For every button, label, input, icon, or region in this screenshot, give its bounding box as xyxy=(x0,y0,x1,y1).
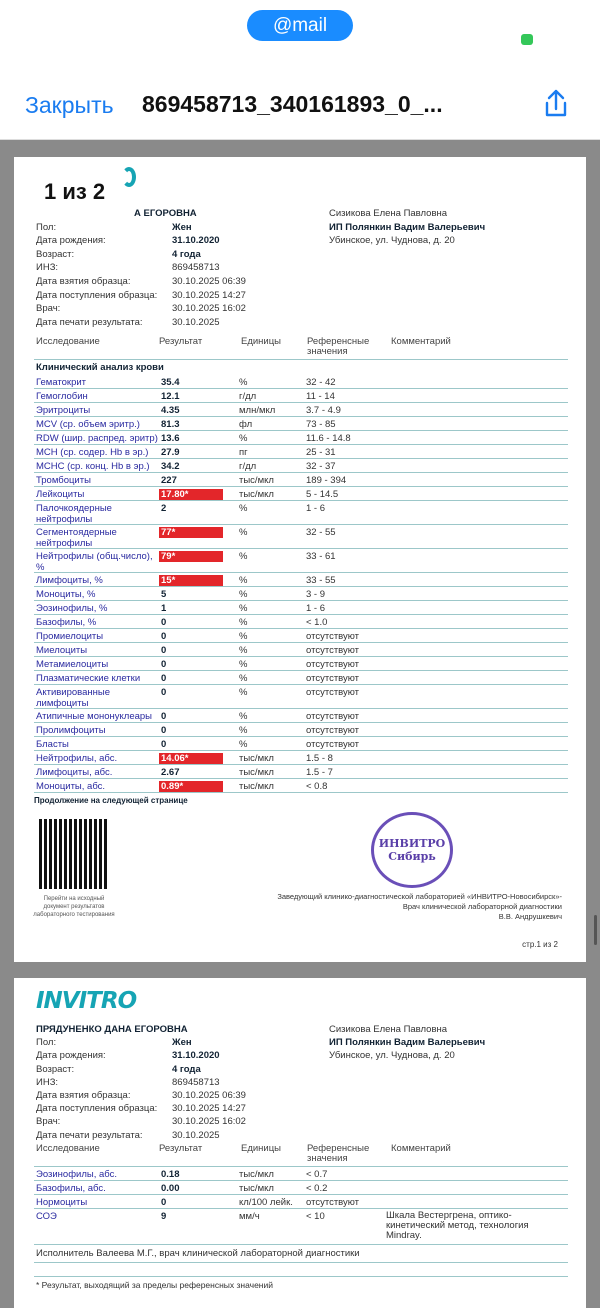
reference-range: 11.6 - 14.8 xyxy=(306,433,351,444)
units: фл xyxy=(239,419,253,430)
file-title: 869458713_340161893_0_... xyxy=(142,91,443,117)
field-label: ИНЗ: xyxy=(36,1076,59,1088)
table-header: Единицы xyxy=(241,1143,282,1154)
result-value: 0 xyxy=(161,645,167,656)
reference-range: < 0.7 xyxy=(306,1169,328,1180)
table-row xyxy=(34,779,568,793)
field-label: Пол: xyxy=(36,1037,57,1049)
reference-range: 73 - 85 xyxy=(306,419,336,430)
result-value: 13.6 xyxy=(161,433,180,444)
field-value: 30.10.2025 06:39 xyxy=(172,1090,246,1101)
table-header: Комментарий xyxy=(391,1143,451,1154)
field-label: Дата печати результата: xyxy=(36,316,143,328)
result-value: 0.18 xyxy=(161,1169,180,1180)
units: млн/мкл xyxy=(239,405,276,416)
result-value: 2.67 xyxy=(161,767,180,778)
result-value: 0 xyxy=(161,659,167,670)
field-label: Дата печати результата: xyxy=(36,1129,143,1141)
units: г/дл xyxy=(239,391,257,402)
test-name: Эозинофилы, % xyxy=(36,603,108,614)
signature-line: Врач клинической лабораторной диагностики xyxy=(402,902,562,911)
footnote: * Результат, выходящий за пределы референсных значений xyxy=(36,1280,273,1290)
field-value: Жен xyxy=(172,1037,192,1049)
field-value: 30.10.2025 14:27 xyxy=(172,1103,246,1115)
mail-app-badge[interactable]: @mail xyxy=(247,10,353,41)
qr-code[interactable] xyxy=(39,819,109,889)
test-name: Эритроциты xyxy=(36,405,91,416)
test-name: Миелоциты xyxy=(36,645,88,656)
units: % xyxy=(239,575,248,586)
divider xyxy=(34,1262,568,1263)
table-row xyxy=(34,657,568,671)
test-name: Плазматические клетки xyxy=(36,673,141,684)
field-label: Дата поступления образца: xyxy=(36,1103,158,1115)
table-row xyxy=(34,487,568,501)
reference-range: 11 - 14 xyxy=(306,391,335,402)
table-row xyxy=(34,525,568,549)
table-header: Исследование xyxy=(36,1143,100,1154)
field-label: Дата рождения: xyxy=(36,235,106,247)
result-value: 5 xyxy=(161,589,167,600)
table-header: Референсные значения xyxy=(307,336,370,357)
clinic-name: ИП Полянкин Вадим Валерьевич xyxy=(329,1037,486,1049)
test-name: Нормоциты xyxy=(36,1197,88,1208)
units: % xyxy=(239,551,248,562)
table-row xyxy=(34,685,568,709)
units: % xyxy=(239,589,248,600)
reference-range: < 0.2 xyxy=(306,1183,328,1194)
result-value: 4.35 xyxy=(161,405,180,416)
result-value: 12.1 xyxy=(161,391,180,402)
table-row xyxy=(34,643,568,657)
units: тыс/мкл xyxy=(239,489,274,500)
field-value: 30.10.2025 xyxy=(172,1129,220,1141)
result-value: 2 xyxy=(161,503,167,514)
test-name: Лимфоциты, % xyxy=(36,575,103,586)
reference-range: 32 - 37 xyxy=(306,461,336,472)
test-name: Палочкоядерные нейтрофилы xyxy=(36,503,112,525)
table-row xyxy=(34,629,568,643)
test-name: Промиелоциты xyxy=(36,631,104,642)
result-value: 0 xyxy=(161,711,167,722)
page-counter: 1 из 2 xyxy=(44,179,113,205)
field-label: Дата поступления образца: xyxy=(36,289,158,301)
units: тыс/мкл xyxy=(239,1183,274,1194)
clinic-address: Убинское, ул. Чуднова, д. 20 xyxy=(329,235,455,247)
table-row xyxy=(34,473,568,487)
divider xyxy=(34,1276,568,1277)
field-value: 4 года xyxy=(172,1063,201,1075)
test-name: Моноциты, абс. xyxy=(36,781,106,792)
table-row xyxy=(34,417,568,431)
reference-range: 5 - 14.5 xyxy=(306,489,339,500)
field-label: Врач: xyxy=(36,303,61,315)
test-name: Моноциты, % xyxy=(36,589,96,600)
result-value: 0 xyxy=(161,1197,167,1208)
table-row xyxy=(34,751,568,765)
units: тыс/мкл xyxy=(239,753,274,764)
reference-range: 1 - 6 xyxy=(306,503,326,514)
result-value: 0 xyxy=(161,739,167,750)
table-row xyxy=(34,573,568,587)
table-row xyxy=(34,403,568,417)
result-value: 14.06* xyxy=(159,753,223,764)
units: пг xyxy=(239,447,248,458)
result-value: 9 xyxy=(161,1211,167,1222)
table-row xyxy=(34,1195,568,1209)
result-value: 0 xyxy=(161,631,167,642)
close-button[interactable]: Закрыть xyxy=(25,92,114,118)
units: % xyxy=(239,739,248,750)
table-row xyxy=(34,765,568,779)
test-name: Базофилы, % xyxy=(36,617,97,628)
field-label: Врач: xyxy=(36,1116,61,1128)
result-value: 0.89* xyxy=(159,781,223,792)
result-value: 1 xyxy=(161,603,167,614)
field-value: 31.10.2020 xyxy=(172,235,220,247)
reference-range: отсутствуют xyxy=(306,631,360,642)
reference-range: отсутствуют xyxy=(306,1197,360,1208)
reference-range: 33 - 55 xyxy=(306,575,336,586)
table-header: Результат xyxy=(159,1143,203,1154)
comment: Шкала Вестергрена, оптико-кинетический метод, технология Mindray. xyxy=(386,1210,529,1241)
field-value: 30.10.2025 xyxy=(172,316,220,328)
table-header: Исследование xyxy=(36,336,100,347)
field-value: 30.10.2025 06:39 xyxy=(172,276,246,287)
table-row xyxy=(34,1167,568,1181)
signature-line: Заведующий клинико-диагностической лабораторией «ИНВИТРО-Новосибирск»- xyxy=(277,892,562,901)
field-value: 30.10.2025 16:02 xyxy=(172,303,246,315)
result-value: 0 xyxy=(161,687,167,698)
test-name: Гематокрит xyxy=(36,377,87,388)
result-value: 0 xyxy=(161,673,167,684)
test-name: Нейтрофилы (общ.число), % xyxy=(36,551,153,573)
units: % xyxy=(239,603,248,614)
scrollbar[interactable] xyxy=(594,915,597,945)
invitro-logo xyxy=(122,167,136,187)
units: тыс/мкл xyxy=(239,781,274,792)
result-value: 77* xyxy=(159,527,223,538)
clinic-name: ИП Полянкин Вадим Валерьевич xyxy=(329,221,486,233)
test-name: Атипичные мононуклеары xyxy=(36,711,153,722)
units: тыс/мкл xyxy=(239,767,274,778)
test-name: RDW (шир. распред. эритр) xyxy=(36,433,158,444)
units: % xyxy=(239,659,248,670)
units: % xyxy=(239,377,248,388)
field-value: Жен xyxy=(172,221,192,233)
document-page-2 xyxy=(14,978,586,1308)
units: г/дл xyxy=(239,461,257,472)
test-name: Гемоглобин xyxy=(36,391,88,402)
result-value: 81.3 xyxy=(161,419,180,430)
table-header: Референсные значения xyxy=(307,1143,370,1164)
units: % xyxy=(239,673,248,684)
table-row xyxy=(34,445,568,459)
table-row xyxy=(34,1209,568,1245)
test-name: Бласты xyxy=(36,739,69,750)
reference-range: отсутствуют xyxy=(306,659,360,670)
reference-range: 33 - 61 xyxy=(306,551,336,562)
lab-stamp: ИНВИТРО Сибирь xyxy=(371,812,453,888)
field-value: 869458713 xyxy=(172,1076,220,1088)
divider xyxy=(34,359,568,360)
table-row xyxy=(34,587,568,601)
test-name: Метамиелоциты xyxy=(36,659,109,670)
table-row xyxy=(34,1181,568,1195)
test-name: Эозинофилы, абс. xyxy=(36,1169,117,1180)
test-name: Пролимфоциты xyxy=(36,725,106,736)
table-row xyxy=(34,723,568,737)
units: % xyxy=(239,617,248,628)
reference-range: отсутствуют xyxy=(306,711,360,722)
units: % xyxy=(239,687,248,698)
table-row xyxy=(34,709,568,723)
field-label: Дата рождения: xyxy=(36,1050,106,1062)
units: % xyxy=(239,527,248,538)
units: % xyxy=(239,711,248,722)
section-title: Клинический анализ крови xyxy=(36,362,164,373)
field-label: Возраст: xyxy=(36,248,75,260)
table-row xyxy=(34,601,568,615)
field-label: Возраст: xyxy=(36,1063,75,1075)
test-name: Активированные лимфоциты xyxy=(36,687,111,709)
field-label: Дата взятия образца: xyxy=(36,1090,131,1101)
units: % xyxy=(239,631,248,642)
reference-range: 32 - 55 xyxy=(306,527,336,538)
reference-range: 3 - 9 xyxy=(306,589,326,600)
continued-note: Продолжение на следующей странице xyxy=(34,796,188,805)
field-value: 30.10.2025 14:27 xyxy=(172,289,246,301)
reference-range: отсутствуют xyxy=(306,739,360,750)
reference-range: < 1.0 xyxy=(306,617,328,628)
test-name: Лимфоциты, абс. xyxy=(36,767,113,778)
table-row xyxy=(34,615,568,629)
signature-line: В.В. Андрушкевич xyxy=(498,912,562,921)
result-value: 79* xyxy=(159,551,223,562)
patient-name: ПРЯДУНЕНКО ДАНА ЕГОРОВНА xyxy=(36,1024,188,1035)
table-header: Результат xyxy=(159,336,203,347)
reference-range: 1 - 6 xyxy=(306,603,326,614)
field-label: Пол: xyxy=(36,221,57,233)
field-value: 31.10.2020 xyxy=(172,1050,220,1062)
reference-range: отсутствуют xyxy=(306,645,360,656)
table-row xyxy=(34,671,568,685)
patient-name: А ЕГОРОВНА xyxy=(134,208,197,219)
table-row xyxy=(34,501,568,525)
page-number: стр.1 из 2 xyxy=(522,940,558,949)
reference-range: 1.5 - 7 xyxy=(306,767,333,778)
field-value: 4 года xyxy=(172,248,201,260)
reference-range: < 10 xyxy=(306,1211,325,1222)
test-name: Базофилы, абс. xyxy=(36,1183,106,1194)
field-label: ИНЗ: xyxy=(36,262,59,274)
reference-range: отсутствуют xyxy=(306,673,360,684)
table-row xyxy=(34,737,568,751)
invitro-logo: INVITRO xyxy=(36,988,137,1014)
test-name: Нейтрофилы, абс. xyxy=(36,753,118,764)
field-value: 869458713 xyxy=(172,262,220,274)
test-name: MCV (ср. объем эритр.) xyxy=(36,419,140,430)
units: % xyxy=(239,503,248,514)
reference-range: отсутствуют xyxy=(306,687,360,698)
table-row xyxy=(34,431,568,445)
field-value: 30.10.2025 16:02 xyxy=(172,1116,246,1128)
units: кл/100 лейк. xyxy=(239,1197,293,1208)
test-name: Тромбоциты xyxy=(36,475,91,486)
units: тыс/мкл xyxy=(239,1169,274,1180)
result-value: 0 xyxy=(161,617,167,628)
top-bar xyxy=(0,0,600,140)
battery-icon xyxy=(521,34,533,45)
reference-range: < 0.8 xyxy=(306,781,328,792)
units: % xyxy=(239,725,248,736)
test-name: MCH (ср. содер. Hb в эр.) xyxy=(36,447,149,458)
referring-doctor: Сизикова Елена Павловна xyxy=(329,1024,448,1035)
table-row xyxy=(34,549,568,573)
clinic-address: Убинское, ул. Чуднова, д. 20 xyxy=(329,1050,455,1062)
test-name: Лейкоциты xyxy=(36,489,85,500)
reference-range: 25 - 31 xyxy=(306,447,336,458)
units: тыс/мкл xyxy=(239,475,274,486)
field-label: Дата взятия образца: xyxy=(36,276,131,287)
result-value: 15* xyxy=(159,575,223,586)
test-name: MCHC (ср. конц. Hb в эр.) xyxy=(36,461,150,472)
reference-range: 32 - 42 xyxy=(306,377,336,388)
result-value: 27.9 xyxy=(161,447,180,458)
reference-range: отсутствуют xyxy=(306,725,360,736)
result-value: 0.00 xyxy=(161,1183,180,1194)
result-value: 34.2 xyxy=(161,461,180,472)
result-value: 227 xyxy=(161,475,177,486)
share-icon[interactable] xyxy=(543,88,569,120)
result-value: 35.4 xyxy=(161,377,180,388)
test-name: Сегментоядерные нейтрофилы xyxy=(36,527,117,549)
table-row xyxy=(34,389,568,403)
document-page-1 xyxy=(14,157,586,962)
table-header: Комментарий xyxy=(391,336,451,347)
units: % xyxy=(239,645,248,656)
result-value: 0 xyxy=(161,725,167,736)
table-header: Единицы xyxy=(241,336,282,347)
result-value: 17.80* xyxy=(159,489,223,500)
units: мм/ч xyxy=(239,1211,260,1222)
referring-doctor: Сизикова Елена Павловна xyxy=(329,208,448,219)
reference-range: 3.7 - 4.9 xyxy=(306,405,341,416)
reference-range: 1.5 - 8 xyxy=(306,753,333,764)
table-row xyxy=(34,375,568,389)
test-name: СОЭ xyxy=(36,1211,57,1222)
qr-caption: Перейти на исходный документ результатов лабораторного тестирования xyxy=(33,896,115,918)
units: % xyxy=(239,433,248,444)
performer: Исполнитель Валеева М.Г., врач клинической лабораторной диагностики xyxy=(36,1248,360,1259)
reference-range: 189 - 394 xyxy=(306,475,347,486)
table-row xyxy=(34,459,568,473)
